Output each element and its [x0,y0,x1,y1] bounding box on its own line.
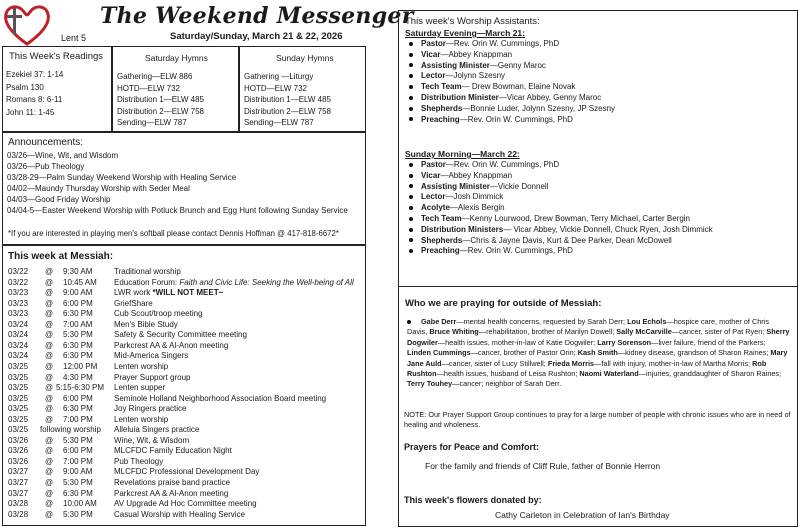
prayer-name: Sally McCarville [616,327,672,337]
prayer-list-heading: Who we are praying for outside of Messiah: [405,298,602,309]
schedule-event: GriefShare [114,298,153,308]
prayer-detail: —cancer; neighbor of Sarah Derr. [452,379,562,389]
schedule-date: 03/23 [8,288,29,298]
schedule-date: 03/25 [8,372,29,382]
schedule-date: 03/25 [8,414,29,424]
saturday-hymns-list [117,71,204,129]
flowers-text: Cathy Carleton in Celebration of Ian's Birthday [495,510,670,520]
saturday-hymns-heading: Saturday Hymns [145,53,208,63]
schedule-date: 03/25 [8,404,29,414]
assistant-item [405,160,713,171]
schedule-at: @ [45,361,54,371]
announcements-box [2,132,366,245]
liturgical-season: Lent 5 [61,33,87,43]
hymn-item: Distribution 1—ELW 485 [117,95,204,104]
reading-item: Ezekiel 37: 1-14 [6,70,64,79]
schedule-date: 03/27 [8,488,29,498]
hymn-item: Gathering—ELW 886 [117,72,193,81]
schedule-date: 03/26 [8,446,29,456]
assistant-name: —Vickie Donnell [489,181,549,191]
assistant-name: —Bonnie Luder, Jolynn Szesny, JP Szesny [462,103,616,113]
schedule-at: @ [45,488,54,498]
bullet-icon [409,228,413,232]
sunday-hymns-heading: Sunday Hymns [276,53,334,63]
assistant-item [405,214,713,225]
prayer-support-note: NOTE: Our Prayer Support Group continues to pray for a large number of people with chronic issues who are in need of healing and wholeness. [404,410,791,430]
assistant-role: Tech Team [421,82,462,92]
prayer-name: Mary Jane Auld [407,348,788,368]
announcement-item: 03/26—Pub Theology [7,162,85,171]
schedule-at: @ [45,446,54,456]
assistant-role: Shepherds [421,235,463,245]
schedule-at: @ [45,393,54,403]
schedule-event: Joy Ringers practice [114,404,187,414]
schedule-date: 03/28 [8,509,29,519]
assistant-item [405,171,713,182]
assistant-name: — Vicar Abbey, Vickie Donnell, Chuck Ryen, Josh Dimmick [503,224,713,234]
prayer-name: Rob Rushton [407,358,767,379]
assistants-heading: This week's Worship Assistants: [405,16,540,27]
assistant-role: Distribution Ministers [421,224,504,234]
bullet-icon [409,42,413,46]
prayer-detail: —cancer, brother of Pastor Orin; [470,348,578,358]
prayer-detail: —hospice care, mother of Chris Davis, [407,317,769,337]
schedule-event: Prayer Support group [114,372,191,382]
newsletter-date: Saturday/Sunday, March 21 & 22, 2026 [170,31,343,42]
prayer-entries [407,317,789,388]
schedule-date: 03/22 [8,267,29,276]
assistant-item [405,50,615,61]
schedule-at: @ [45,435,54,445]
assistant-role: Pastor [421,39,446,48]
reading-item: Psalm 130 [6,82,44,92]
prayer-name: Naomi Waterland [579,369,639,379]
schedule-at: @ [45,309,54,319]
prayer-detail: —injuries, granddaughter of Sharon Raines; [638,369,782,379]
readings-box [2,46,112,132]
heart-cross-logo [2,0,52,48]
prayer-detail: —cancer, sister of Pat Ryen; [671,327,767,337]
schedule-time: 9:00 AM [63,467,93,477]
schedule-at: @ [45,319,54,329]
assistant-item [405,115,615,126]
assistant-name: —Josh Dimmick [445,192,504,202]
assistant-role: Assisting Minister [421,181,490,191]
bullet-icon [409,238,413,242]
prayer-name: Terry Touhey [407,379,453,389]
hymn-item: Distribution 2—ELW 758 [117,106,204,116]
assistant-role: Distribution Minister [421,92,499,102]
assistant-role: Vicar [421,49,441,59]
softball-notice: *If you are interested in playing men's softball please contact Dennis Hoffman @ 417-818-6672* [8,229,339,238]
bullet-icon [409,117,413,121]
schedule-time: 5:30 PM [63,435,93,445]
assistant-role: Vicar [421,170,441,180]
hymn-item: Gathering —Liturgy [244,72,314,81]
schedule-event: Safety & Security Committee meeting [114,330,247,340]
schedule-event: Mid-America Singers [114,351,189,361]
hymn-item: Sending—ELW 787 [117,118,187,127]
prayer-name: Gabe Derr [421,317,457,326]
schedule-date: 03/27 [8,478,29,487]
assistant-item [405,182,713,193]
schedule-event: Education Forum: Faith and Civic Life: Seeking the Well-being of All [114,277,354,287]
prayer-detail: —rehabilitation, brother of Marilyn Dowell; [478,327,617,337]
schedule-date: 03/22 [8,277,29,287]
schedule-date: 03/26 [8,435,29,445]
schedule-date: 03/25 [8,383,29,393]
schedule-date: 03/24 [8,319,29,329]
schedule-time: 5:30 PM [63,509,93,519]
schedule-event: Lenten worship [114,414,169,424]
hymn-item: Distribution 1—ELW 485 [244,95,331,104]
prayer-bullet [407,320,411,324]
schedule-event: Traditional worship [114,267,181,276]
schedule-time: 6:00 PM [63,298,93,308]
assistant-name: —Chris & Jayne Davis, Kurt & Dee Parker, Dean McDowell [462,235,672,245]
weekly-schedule-box [2,245,366,526]
prayer-name: Sherry Dogwiler [407,327,790,347]
schedule-event: Men's Bible Study [114,319,178,329]
right-column-box [398,10,798,527]
schedule-event: AV Upgrade Ad Hoc Committee meeting [114,499,257,509]
weekly-schedule-heading: This week at Messiah: [8,251,114,262]
announcements-heading: Announcements: [8,137,84,148]
hymn-item: Sending—ELW 787 [244,118,314,127]
schedule-event: Alleluia Singers practice [114,425,200,435]
reading-item: Romans 8: 6-11 [6,95,63,104]
schedule-at: following worship [40,425,101,435]
assistant-item [405,93,615,104]
bullet-icon [409,174,413,178]
peace-heading: Prayers for Peace and Comfort: [404,442,540,452]
schedule-event-bold: *WILL NOT MEET~ [152,288,224,298]
prayer-detail: —fall with injury, mother-in-law of Martha Morris; [594,358,753,368]
schedule-date: 03/28 [8,499,29,509]
schedule-time: 7:00 PM [63,456,93,466]
schedule-time: 6:00 PM [63,393,93,403]
assistant-name: —Abbey Knappman [440,170,513,180]
schedule-date: 03/23 [8,309,29,319]
schedule-time: 5:15-6:30 PM [56,383,105,393]
schedule-at: @ [45,298,54,308]
assistant-name: —Rev. Orin W. Cummings, PhD [445,160,560,169]
schedule-event: Casual Worship with Healing Service [114,509,246,519]
saturday-assistants-heading: Saturday Evening—March 21: [405,28,525,38]
sunday-hymns-list [244,71,331,129]
prayer-detail: —mental health concerns, requested by Sarah Derr; [456,317,628,326]
assistant-item [405,225,713,236]
prayer-name: Kash Smith [577,348,618,358]
assistant-role: Preaching [421,246,460,256]
reading-item: John 11: 1-45 [6,107,55,117]
schedule-event: Lenten supper [114,383,166,393]
schedule-time: 6:00 PM [63,446,93,456]
assistant-item [405,104,615,115]
schedule-event: Wine, Wit, & Wisdom [114,435,190,445]
schedule-time: 6:30 PM [63,404,93,414]
announcement-item: 03/28-29—Palm Sunday Weekend Worship with Healing Service [7,173,237,182]
assistant-name: —Rev. Orin W. Cummings, PhD [459,246,573,256]
schedule-at: @ [45,372,54,382]
announcements-list [7,150,348,216]
prayer-detail: —health issues, mother-in-law of Katie Dogwiler; [437,337,598,347]
prayer-list [407,317,791,390]
peace-text: For the family and friends of Cliff Rule, father of Bonnie Herron [425,461,661,471]
prayer-name: Lou Echols [627,317,667,326]
assistant-item [405,71,615,82]
schedule-date: 03/24 [8,330,29,340]
assistant-role: Lector [421,71,446,81]
bullet-icon [409,96,413,100]
assistant-role: Tech Team [421,213,462,223]
schedule-event: LWR work *WILL NOT MEET~ [114,288,224,298]
schedule-date: 03/24 [8,351,29,361]
schedule-time: 10:00 AM [63,499,97,509]
saturday-assistants-list [405,39,615,125]
schedule-at: @ [45,499,54,509]
assistant-role: Assisting Minister [421,60,490,70]
assistant-role: Acolyte [421,203,450,213]
prayer-detail: —liver failure, friend of the Parkers; [651,337,766,347]
bullet-icon [409,163,413,167]
readings-heading: This Week's Readings [9,51,104,62]
assistant-name: —Rev. Orin W. Cummings, PhD [459,114,573,124]
assistant-item [405,192,713,203]
schedule-event-italic: Faith and Civic Life: Seeking the Well-being of All [179,277,354,287]
assistant-name: —Jolynn Szesny [445,71,506,81]
assistant-role: Shepherds [421,103,463,113]
prayer-detail: —health issues, husband of Leisa Rushton; [436,369,580,379]
prayer-name: Bruce Whiting [429,327,479,337]
schedule-date: 03/25 [8,425,29,435]
hymn-item: HOTD—ELW 732 [244,83,307,93]
schedule-time: 7:00 AM [63,319,93,329]
schedule-at: @ [45,478,54,487]
assistant-item [405,246,713,257]
schedule-time: 6:30 PM [63,488,93,498]
sunday-assistants-heading: Sunday Morning—March 22: [405,149,520,159]
bullet-icon [409,217,413,221]
schedule-time: 4:30 PM [63,372,93,382]
bullet-icon [409,74,413,78]
announcement-item: 03/26—Wine, Wit, and Wisdom [7,151,119,160]
bullet-icon [409,107,413,111]
schedule-date: 03/26 [8,456,29,466]
schedule-at: @ [45,267,54,276]
prayer-detail: —kidney disease, grandson of Sharon Raines; [617,348,771,358]
prayer-detail: —cancer, sister of Lucy Stillwell; [441,358,548,368]
assistant-name: —Alexis Bergin [449,203,505,213]
hymn-item: HOTD—ELW 732 [117,83,180,93]
schedule-time: 9:00 AM [63,288,93,298]
prayer-name: Linden Cummings [407,348,471,358]
assistant-name: —Abbey Knappman [440,49,513,59]
schedule-time: 5:30 PM [63,330,93,340]
schedule-at: @ [45,340,54,350]
schedule-event: Parkcrest AA & Al-Anon meeting [114,488,229,498]
schedule-at: @ [45,351,54,361]
assistant-name: —Kenny Lourwood, Drew Bowman, Terry Michael, Carter Bergin [461,213,690,223]
schedule-date: 03/23 [8,298,29,308]
schedule-time: 7:00 PM [63,414,93,424]
schedule-at: @ [45,288,54,298]
readings-list [6,69,63,119]
bullet-icon [409,206,413,210]
schedule-time: 6:30 PM [63,351,93,361]
saturday-hymns-box [112,46,239,132]
schedule-at: @ [45,509,54,519]
bullet-icon [409,249,413,253]
schedule-event: Revelations praise band practice [114,478,231,487]
schedule-event: Cub Scout/troop meeting [114,309,203,319]
schedule-event: Seminole Holland Neighborhood Association Board meeting [114,393,327,403]
schedule-event: MLCFDC Family Education Night [114,446,232,456]
schedule-at: @ [45,456,54,466]
assistant-item [405,61,615,72]
sunday-assistants-list [405,160,713,257]
assistant-role: Preaching [421,114,460,124]
assistant-role: Pastor [421,160,446,169]
schedule-time: 12:00 PM [63,361,98,371]
bullet-icon [409,63,413,67]
schedule-event: Parkcrest AA & Al-Anon meeting [114,340,229,350]
schedule-at: @ [45,414,54,424]
prayer-name: Larry Sorenson [597,337,652,347]
flowers-heading: This week's flowers donated by: [404,495,542,505]
prayer-name: Frieda Morris [547,358,595,368]
schedule-time: 9:30 AM [63,267,93,276]
bullet-icon [409,184,413,188]
announcement-item: 04/04-5—Easter Weekend Worship with Potluck Brunch and Egg Hunt following Sunday Service [7,206,348,215]
schedule-date: 03/24 [8,340,29,350]
schedule-time: 6:30 PM [63,309,93,319]
assistant-item [405,236,713,247]
announcement-item: 04/02—Maundy Thursday Worship with Seder Meal [7,184,190,193]
schedule-at: @ [45,467,54,477]
assistant-name: — Drew Bowman, Elaine Novak [461,82,576,92]
schedule-at: @ [45,277,54,287]
bullet-icon [409,53,413,57]
sunday-hymns-box [239,46,366,132]
schedule-date: 03/27 [8,467,29,477]
schedule-at: @ [45,404,54,414]
hymn-item: Distribution 2—ELW 758 [244,106,331,116]
assistant-name: —Vicar Abbey, Genny Maroc [498,92,602,102]
schedule-event: Lenten worship [114,361,169,371]
schedule-at: @ [45,383,54,393]
assistant-item [405,39,615,50]
schedule-date: 03/25 [8,361,29,371]
newsletter-title: The Weekend Messenger [100,3,414,29]
schedule-date: 03/25 [8,393,29,403]
schedule-event: Pub Theology [114,456,164,466]
assistant-role: Lector [421,192,446,202]
assistant-item [405,203,713,214]
assistant-name: —Genny Maroc [489,60,546,70]
bullet-icon [409,85,413,89]
schedule-time: 10:45 AM [63,277,97,287]
announcement-item: 04/03—Good Friday Worship [7,195,111,204]
assistant-name: —Rev. Orin W. Cummings, PhD [445,39,560,48]
section-divider [399,286,797,287]
assistant-item [405,82,615,93]
schedule-time: 6:30 PM [63,340,93,350]
schedule-at: @ [45,330,54,340]
bullet-icon [409,195,413,199]
schedule-event: MLCFDC Professional Development Day [114,467,260,477]
schedule-time: 5:30 PM [63,478,93,487]
